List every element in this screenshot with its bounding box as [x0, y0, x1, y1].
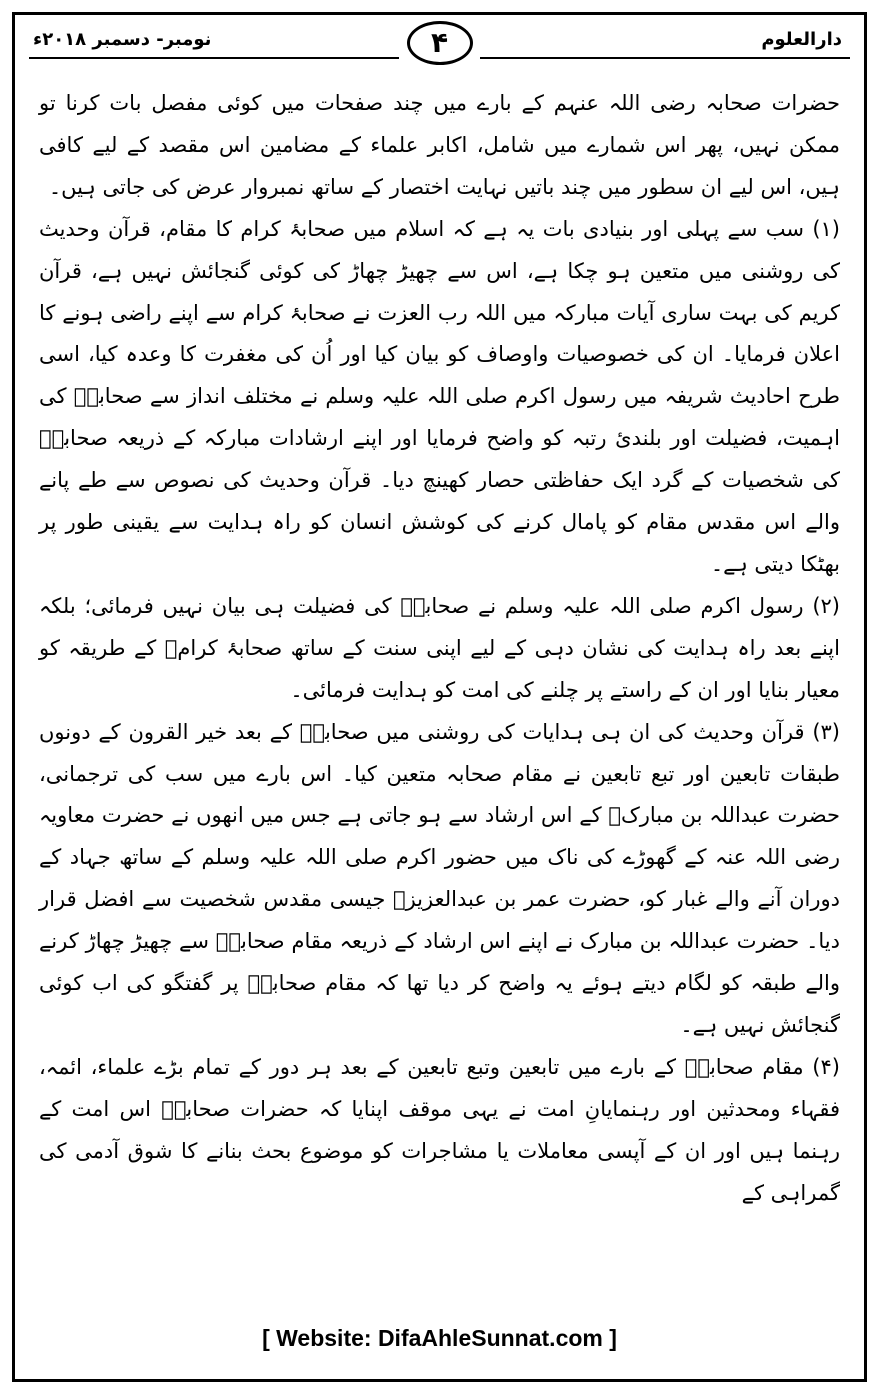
- paragraph-point-3: (۳) قرآن وحدیث کی ان ہی ہدایات کی روشنی میں صحابہؓ کے بعد خیر القرون کے دونوں طبقات تابعین اور تبع تابعین نے مقام صحابہ متعین کیا۔ اس بارے میں سب کی ترجمانی، حضرت عبداللہ بن مبارکؒ کے اس ارشاد سے ہو جاتی ہے جس میں انھوں نے حضرت معاویہ رضی اللہ عنہ کے گھوڑے کی ناک میں حضور اکرم صلی اللہ علیہ وسلم کے ساتھ جہاد کے دوران آنے والے غبار کو، حضرت عمر بن عبدالعزیزؒ جیسی مقدس شخصیت سے افضل قرار دیا۔ حضرت عبداللہ بن مبارک نے اپنے اس ارشاد کے ذریعہ مقام صحابہؓ سے چھیڑ چھاڑ کرنے والے طبقہ کو لگام دیتے ہوئے یہ واضح کر دیا تھا کہ مقام صحابہؓ پر گفتگو کی اب کوئی گنجائش نہیں ہے۔: [39, 719, 840, 1037]
- issue-date: نومبر- دسمبر ۲۰۱۸ء: [33, 29, 212, 50]
- website-footer: [ Website: DifaAhleSunnat.com ]: [262, 1325, 617, 1351]
- page-frame: [12, 12, 867, 1382]
- page-number: ۴: [407, 21, 473, 65]
- paragraph-point-2: (۲) رسول اکرم صلی اللہ علیہ وسلم نے صحابہؓ کی فضیلت ہی بیان نہیں فرمائی؛ بلکہ اپنے بعد راہ ہدایت کی نشان دہی کے لیے اپنی سنت کے ساتھ صحابۂ کرامؓ کے طریقہ کو معیار بنایا اور ان کے راستے پر چلنے کی امت کو ہدایت فرمائی۔: [39, 593, 840, 702]
- paragraph-point-4: (۴) مقام صحابہؓ کے بارے میں تابعین وتبع تابعین کے بعد ہر دور کے تمام بڑے علماء، ائمہ، فقہاء ومحدثین اور رہنمایانِ امت نے یہی موقف اپنایا کہ حضرات صحابہؓ اس امت کے رہنما ہیں اور ان کے آپسی معاملات یا مشاجرات کو موضوع بحث بنانے کا شوق آدمی کی گمراہی کے: [39, 1054, 840, 1205]
- article-body: [39, 83, 840, 1214]
- page-header: [15, 15, 864, 85]
- header-rule-left: [29, 57, 399, 59]
- paragraph-point-1: (۱) سب سے پہلی اور بنیادی بات یہ ہے کہ اسلام میں صحابۂ کرام کا مقام، قرآن وحدیث کی روشنی میں متعین ہو چکا ہے، اس سے چھیڑ چھاڑ کی کوئی گنجائش نہیں ہے، قرآن کریم کی بہت ساری آیات مبارکہ میں اللہ رب العزت نے صحابۂ کرام سے اپنے راضی ہونے کا اعلان فرمایا۔ ان کی خصوصیات واوصاف کو بیان کیا اور اُن کی مغفرت کا وعدہ کیا، اسی طرح احادیث شریفہ میں رسول اکرم صلی اللہ علیہ وسلم نے مختلف انداز سے صحابہؓ کی اہمیت، فضیلت اور بلندیٔ رتبہ کو واضح فرمایا اور اپنے ارشادات مبارکہ کے ذریعہ صحابہؓ کی شخصیات کے گرد ایک حفاظتی حصار کھینچ دیا۔ قرآن وحدیث کی نصوص سے طے پانے والے اس مقدس مقام کو پامال کرنے کی کوشش انسان کو راہ ہدایت سے یقینی طور پر بھٹکا دیتی ہے۔: [39, 216, 840, 576]
- header-rule-right: [480, 57, 850, 59]
- journal-name: دارالعلوم: [761, 29, 842, 50]
- paragraph-intro: حضرات صحابہ رضی اللہ عنہم کے بارے میں چند صفحات میں کوئی مفصل بات کرنا تو ممکن نہیں، پھر اس شمارے میں شامل، اکابر علماء کے مضامین اس مقصد کے لیے کافی ہیں، اس لیے ان سطور میں چند باتیں نہایت اختصار کے ساتھ نمبروار عرض کی جاتی ہیں۔: [39, 91, 840, 199]
